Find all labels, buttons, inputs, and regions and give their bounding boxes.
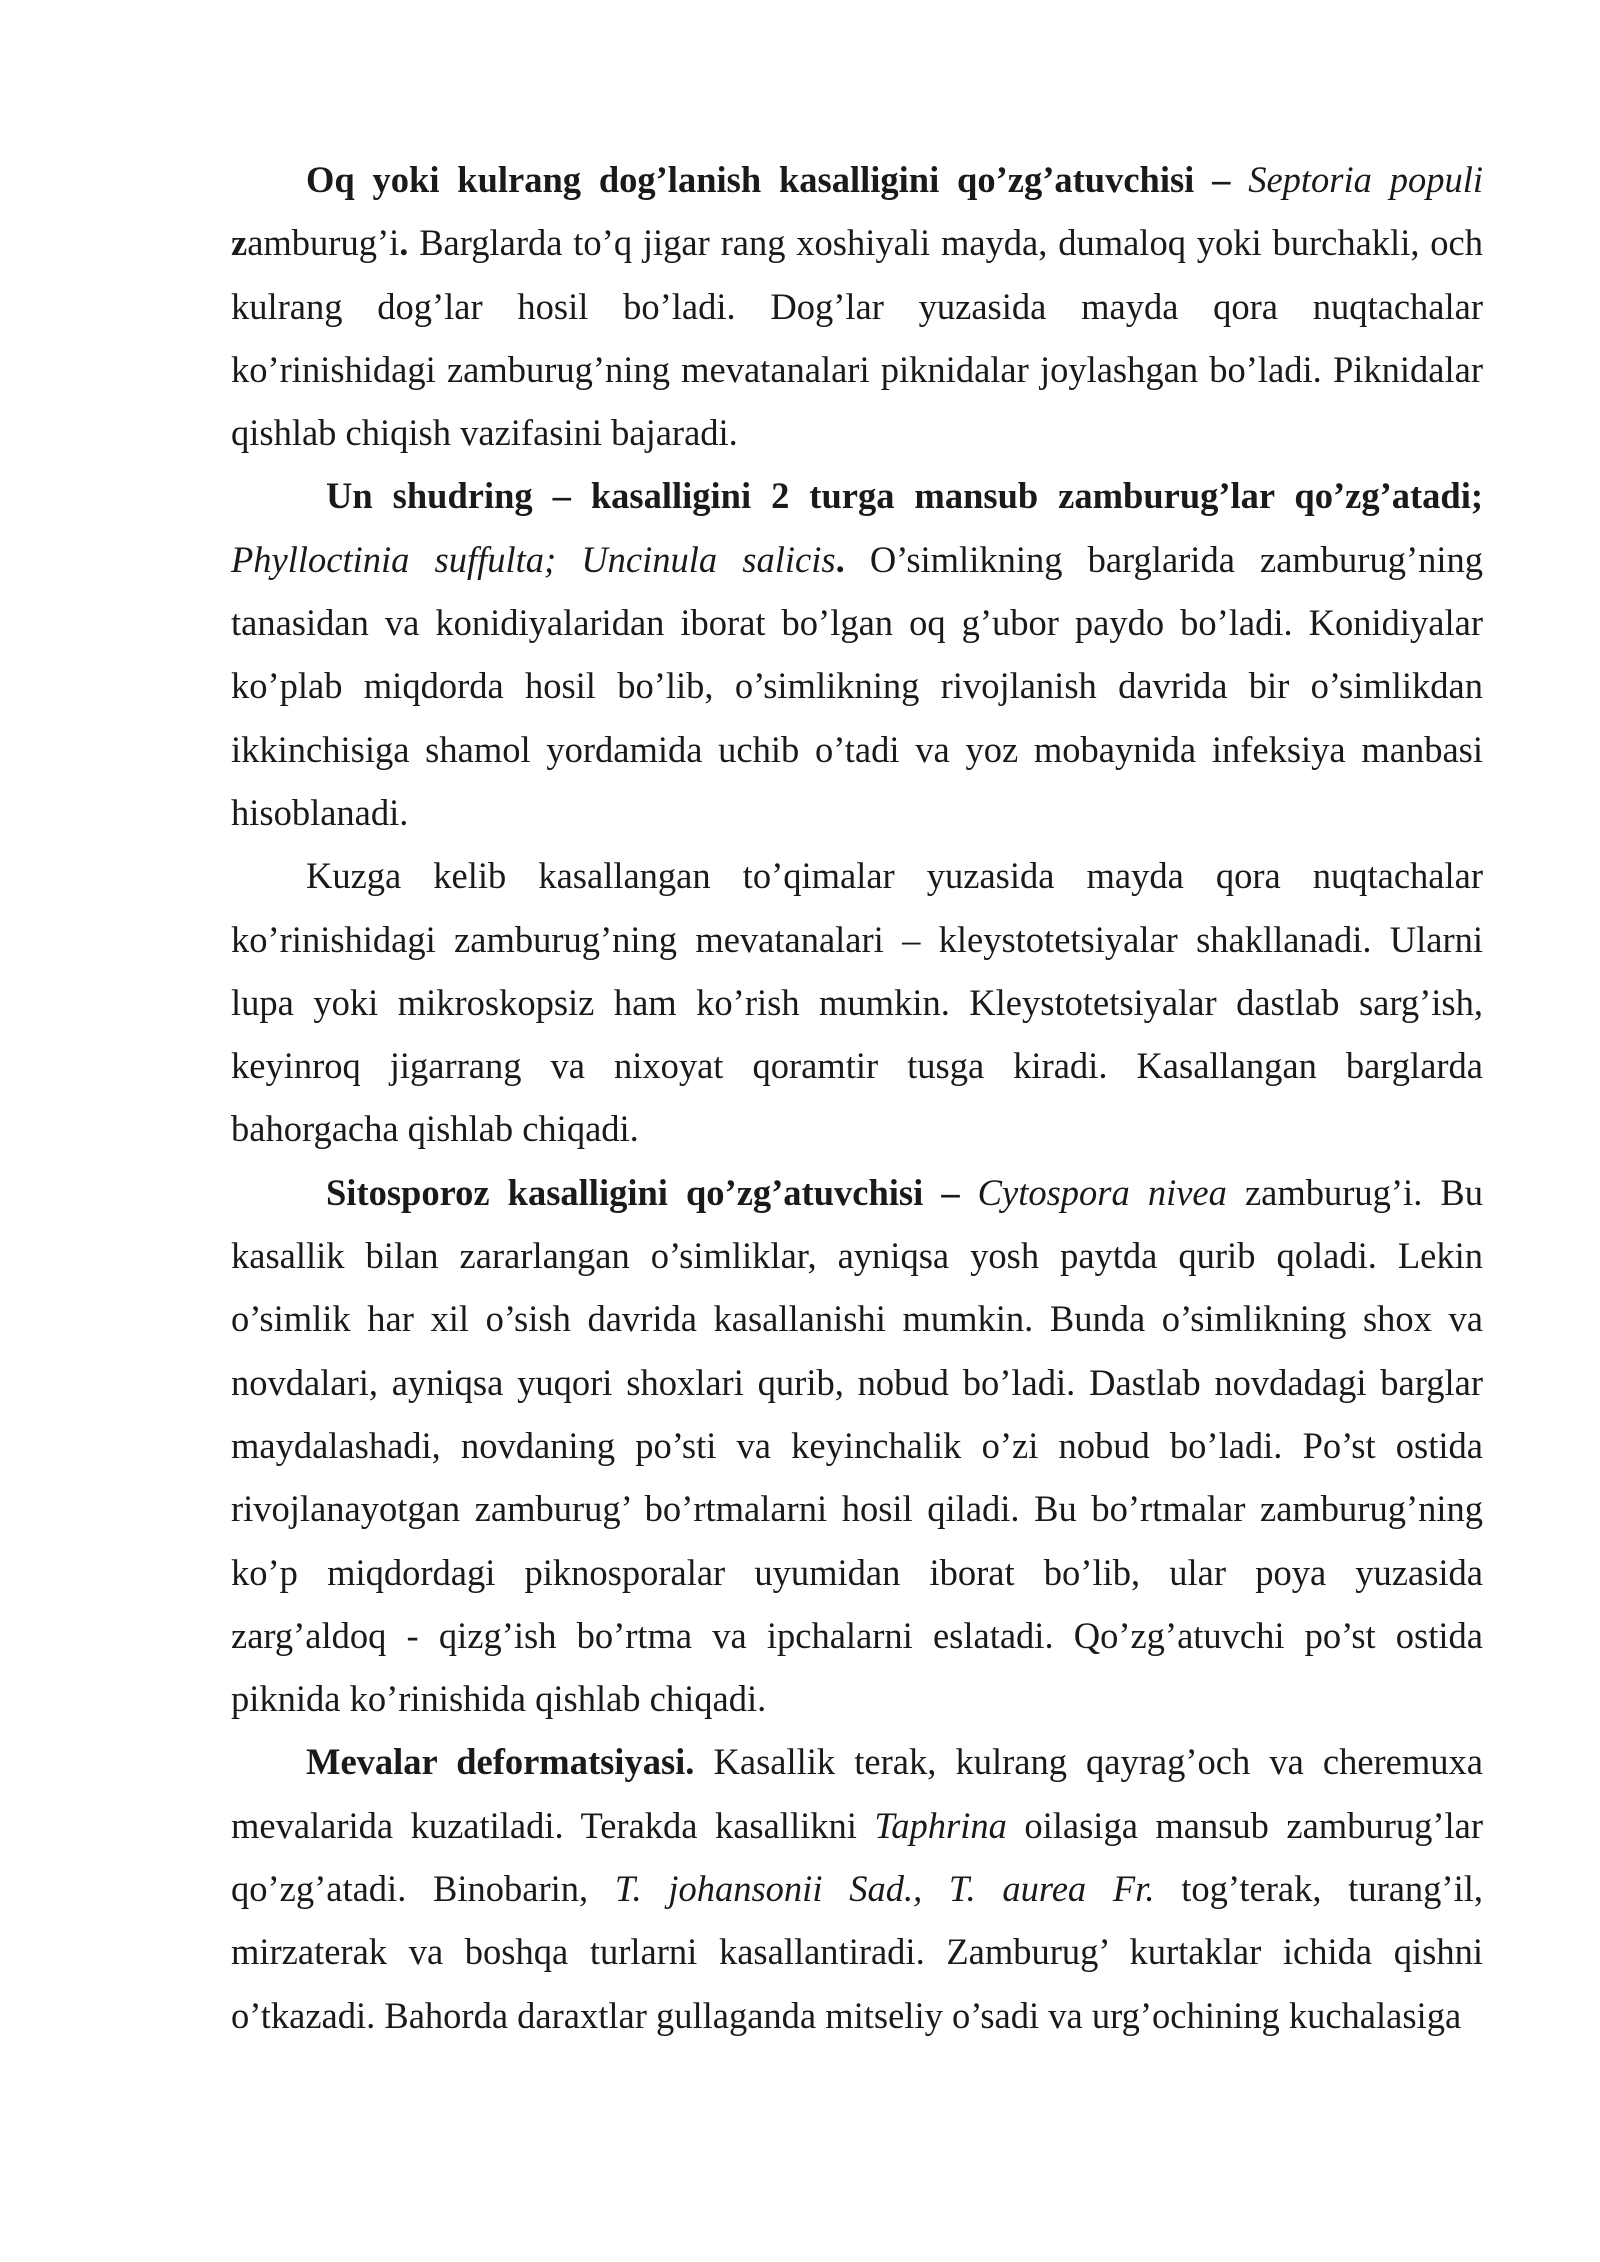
disease-heading-un-shudring: Un shudring – kasalligini 2 turga mansub zamburug’lar qo’zg’atadi; — [326, 475, 1483, 517]
text-fragment: z — [231, 222, 248, 264]
paragraph-sitosporoz — [231, 1161, 1483, 1731]
disease-heading-septoria: Oq yoki kulrang dog’lanish kasalligini qo’zg’atuvchisi – — [306, 159, 1249, 200]
pathogen-names-phylloctinia-uncinula: Phylloctinia suffulta; Uncinula salicis — [231, 538, 836, 580]
paragraph-body: O’simlikning barglarida zamburug’ning tanasidan va konidiyalaridan iborat bo’lgan oq g’ubor paydo bo’ladi. Konidiyalar ko’plab miqdorda hosil bo’lib, o’simlikning rivojlanish davrida bir o’simlikdan ikkinchisiga shamol yordamida uchib o’tadi va yoz mobaynida infeksiya manbasi hisoblanadi. — [231, 538, 1484, 833]
paragraph-body: Kasallik terak, kulrang qayrag’och va cheremuxa mevalarida kuzatiladi. Terakda kasallikni — [231, 1741, 1483, 1846]
text-fragment: . — [399, 222, 409, 264]
paragraph-body: Barglarda to’q jigar rang xoshiyali mayda, dumaloq yoki burchakli, och kulrang dog’lar hosil bo’ladi. Dog’lar yuzasida mayda qora nuqtachalar ko’rinishidagi zamburug’ning mevatanalari piknidalar joylashgan bo’ladi. Piknidalar qishlab chiqish vazifasini bajaradi. — [231, 222, 1483, 454]
text-fragment: . — [835, 538, 845, 580]
paragraph-septoria — [231, 148, 1483, 464]
paragraph-body: Kuzga kelib kasallangan to’qimalar yuzasida mayda qora nuqtachalar ko’rinishidagi zamburug’ning mevatanalari – kleystotetsiyalar shakllanadi. Ularni lupa yoki mikroskopsiz ham ko’rish mumkin. Kleystotetsiyalar dastlab sarg’ish, keyinroq jigarrang va nixoyat qoramtir tusga kiradi. Kasallangan barglarda bahorgacha qishlab chiqadi. — [231, 855, 1483, 1150]
paragraph-mevalar-deformatsiyasi — [231, 1730, 1483, 2046]
document-page — [231, 148, 1483, 2047]
text-fragment: amburug’i — [247, 222, 400, 264]
pathogen-name-septoria-populi: Septoria populi — [1248, 159, 1483, 200]
paragraph-body: tog’terak, turang’il, mirzaterak va boshqa turlarni kasallantiradi. Zamburug’ kurtaklar ichida qishni o’tkazadi. Bahorda daraxtlar gullaganda mitseliy o’sadi va urg’ochining kuchalasiga — [231, 1868, 1483, 2036]
paragraph-kleystotetsiya — [231, 844, 1483, 1160]
disease-heading-mevalar-deformatsiyasi: Mevalar deformatsiyasi. — [306, 1741, 695, 1783]
pathogen-name-taphrina: Taphrina — [874, 1804, 1007, 1846]
paragraph-un-shudring — [231, 464, 1483, 844]
paragraph-body: zamburug’i. Bu kasallik bilan zararlangan o’simliklar, ayniqsa yosh paytda qurib qoladi. Lekin o’simlik har xil o’sish davrida kasallanishi mumkin. Bunda o’simlikning shox va novdalari, ayniqsa yuqori shoxlari qurib, nobud bo’ladi. Dastlab novdadagi barglar maydalashadi, novdaning po’sti va keyinchalik o’zi nobud bo’ladi. Po’st ostida rivojlanayotgan zamburug’ bo’rtmalarni hosil qiladi. Bu bo’rtmalar zamburug’ning ko’p miqdordagi piknosporalar uyumidan iborat bo’lib, ular poya yuzasida zarg’aldoq - qizg’ish bo’rtma va ipchalarni eslatadi. Qo’zg’atuvchi po’st ostida piknida ko’rinishida qishlab chiqadi. — [231, 1171, 1483, 1720]
pathogen-names-taphrina-species: T. johansonii Sad., T. aurea Fr. — [614, 1868, 1155, 1910]
paragraph-body: oilasiga mansub zamburug’lar qo’zg’atadi. Binobarin, — [231, 1804, 1483, 1910]
disease-heading-sitosporoz: Sitosporoz kasalligini qo’zg’atuvchisi – — [326, 1171, 978, 1213]
pathogen-name-cytospora-nivea: Cytospora nivea — [977, 1171, 1227, 1213]
